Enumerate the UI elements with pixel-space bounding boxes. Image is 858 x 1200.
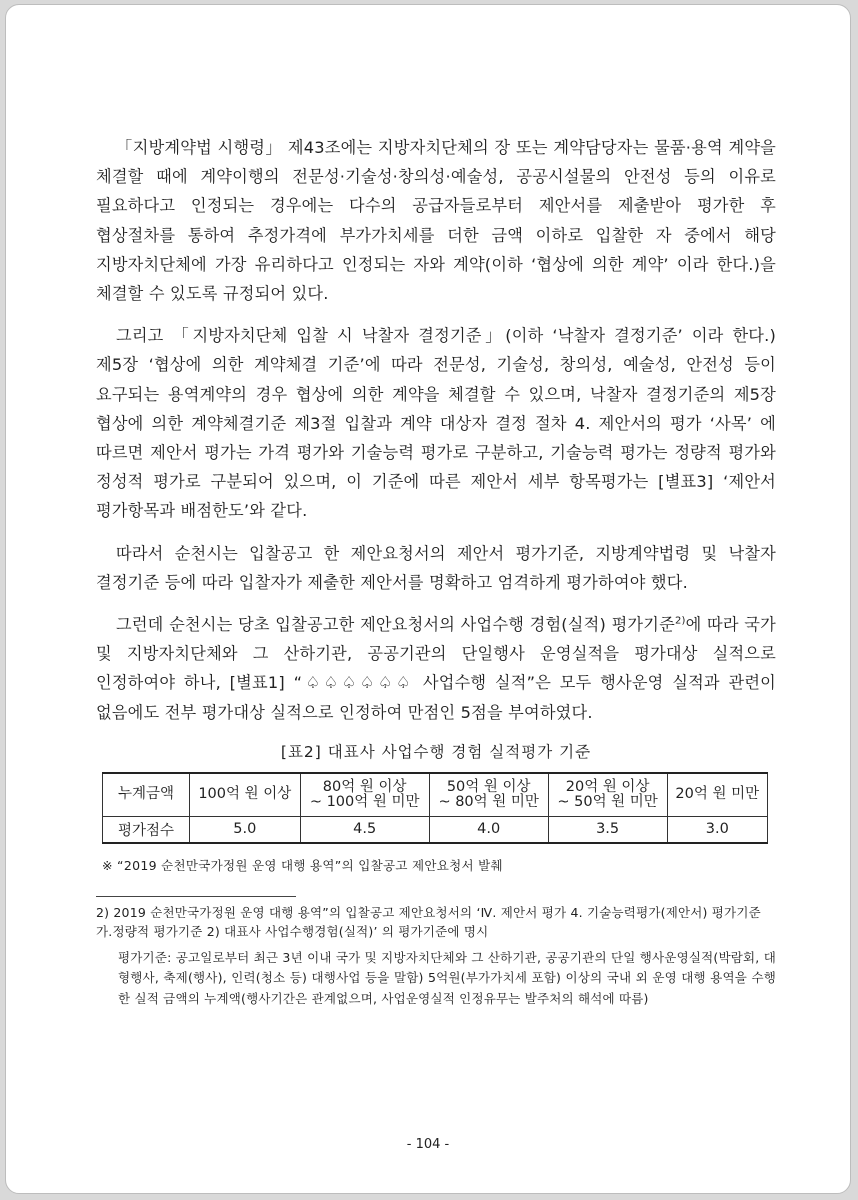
header-cell: 20억 원 미만 [667,773,767,817]
paragraph-1: 「지방계약법 시행령」 제43조에는 지방자치단체의 장 또는 계약담당자는 물품·용역 계약을 체결할 때에 계약이행의 전문성·기술성·창의성·예술성, 공공시설물의 안전성 등의 이유로 필요하다고 인정되는 경우에는 다수의 공급자들로부터 제안서를 제출받아 평가한 후 협상절차를 통하여 추정가격에 부가가치세를 더한 금액 이하로 입찰한 자 중에서 해당 지방자치단체에 가장 유리하다고 인정되는 자와 계약(이하 ‘협상에 의한 계약’ 이라 한다.)을 체결할 수 있도록 규정되어 있다. [96,138,776,304]
header-cell: 50억 원 이상 ~ 80억 원 미만 [429,773,548,817]
document-page [5,4,851,1194]
paragraph-4-end: 에 따라 국가 및 지방자치단체와 그 산하기관, 공공기관의 단일행사 운영실적을 평가대상 실적으로 인정하여야 하나, [별표1] “♤♤♤♤♤♤ 사업수행 실적”은 모두 행사운영 실적과 관련이 없음에도 전부 평가대상 실적으로 인정하여 만점인 5점을 부여하였다. [96,615,776,722]
table-cell: 3.5 [548,816,667,843]
page-content [96,133,776,1009]
header-cell: 누계금액 [103,773,190,817]
table-caption: [표2] 대표사 사업수행 경험 실적평가 기준 [280,742,592,761]
footnote-detail: 평가기준: 공고일로부터 최근 3년 이내 국가 및 지방자치단체와 그 산하기관, 공공기관의 단일 행사운영실적(박람회, 대형행사, 축제(행사), 인력(청소 등) 대행사업 등을 말함) 5억원(부가가치세 포함) 이상의 국내 외 운영 대행 용역을 수행한 실적 금액의 누계액(행사기간은 관계없으며, 사업운영실적 인정유무는 발주처의 해석에 따름) [118,949,776,1006]
table-row [103,816,768,843]
page-number: - 104 - [406,1137,450,1152]
table-cell: 3.0 [667,816,767,843]
source-note: ※ “2019 순천만국가정원 운영 대행 용역”의 입찰공고 제안요청서 발췌 [102,857,503,873]
header-cell: 100억 원 이상 [190,773,301,817]
footnote-ref: 2) [674,615,686,627]
footnote-divider [96,896,296,897]
paragraph-4-start: 그런데 순천시는 당초 입찰공고한 제안요청서의 사업수행 경험(실적) 평가기준 [116,615,675,635]
header-cell: 80억 원 이상 ~ 100억 원 미만 [300,773,429,817]
paragraph-3: 따라서 순천시는 입찰공고 한 제안요청서의 제안서 평가기준, 지방계약법령 및 낙찰자 결정기준 등에 따라 입찰자가 제출한 제안서를 명확하고 엄격하게 평가하여야 했다. [96,543,776,592]
header-cell: 20억 원 이상 ~ 50억 원 미만 [548,773,667,817]
footnote: 2) 2019 순천만국가정원 운영 대행 용역”의 입찰공고 제안요청서의 ‘Ⅳ. 제안서 평가 4. 기술능력평가(제안서) 평가기준 가.정량적 평가기준 2) 대표사 사업수행경험(실적)’ 의 평가기준에 명시 [96,904,761,939]
paragraph-2: 그리고 「지방자치단체 입찰 시 낙찰자 결정기준」(이하 ‘낙찰자 결정기준’ 이라 한다.) 제5장 ‘협상에 의한 계약체결 기준’에 따라 전문성, 기술성, 창의성, 예술성, 안전성 등이 요구되는 용역계약의 경우 협상에 의한 계약을 체결할 수 있으며, 낙찰자 결정기준의 제5장 협상에 의한 계약체결기준 제3절 입찰과 계약 대상자 결정 절차 4. 제안서의 평가 ‘사목’ 에 따르면 제안서 평가는 가격 평가와 기술능력 평가로 구분하고, 기술능력 평가는 정량적 평가와 정성적 평가로 구분되어 있으며, 이 기준에 따른 제안서 세부 항목평가는 [별표3] ‘제안서 평가항목과 배점한도’와 같다. [96,326,776,521]
table-cell: 평가점수 [103,816,190,843]
paragraph-4 [96,610,776,727]
table-cell: 4.0 [429,816,548,843]
evaluation-table [102,772,768,844]
table-header-row [103,773,768,817]
table-cell: 4.5 [300,816,429,843]
table-cell: 5.0 [190,816,301,843]
